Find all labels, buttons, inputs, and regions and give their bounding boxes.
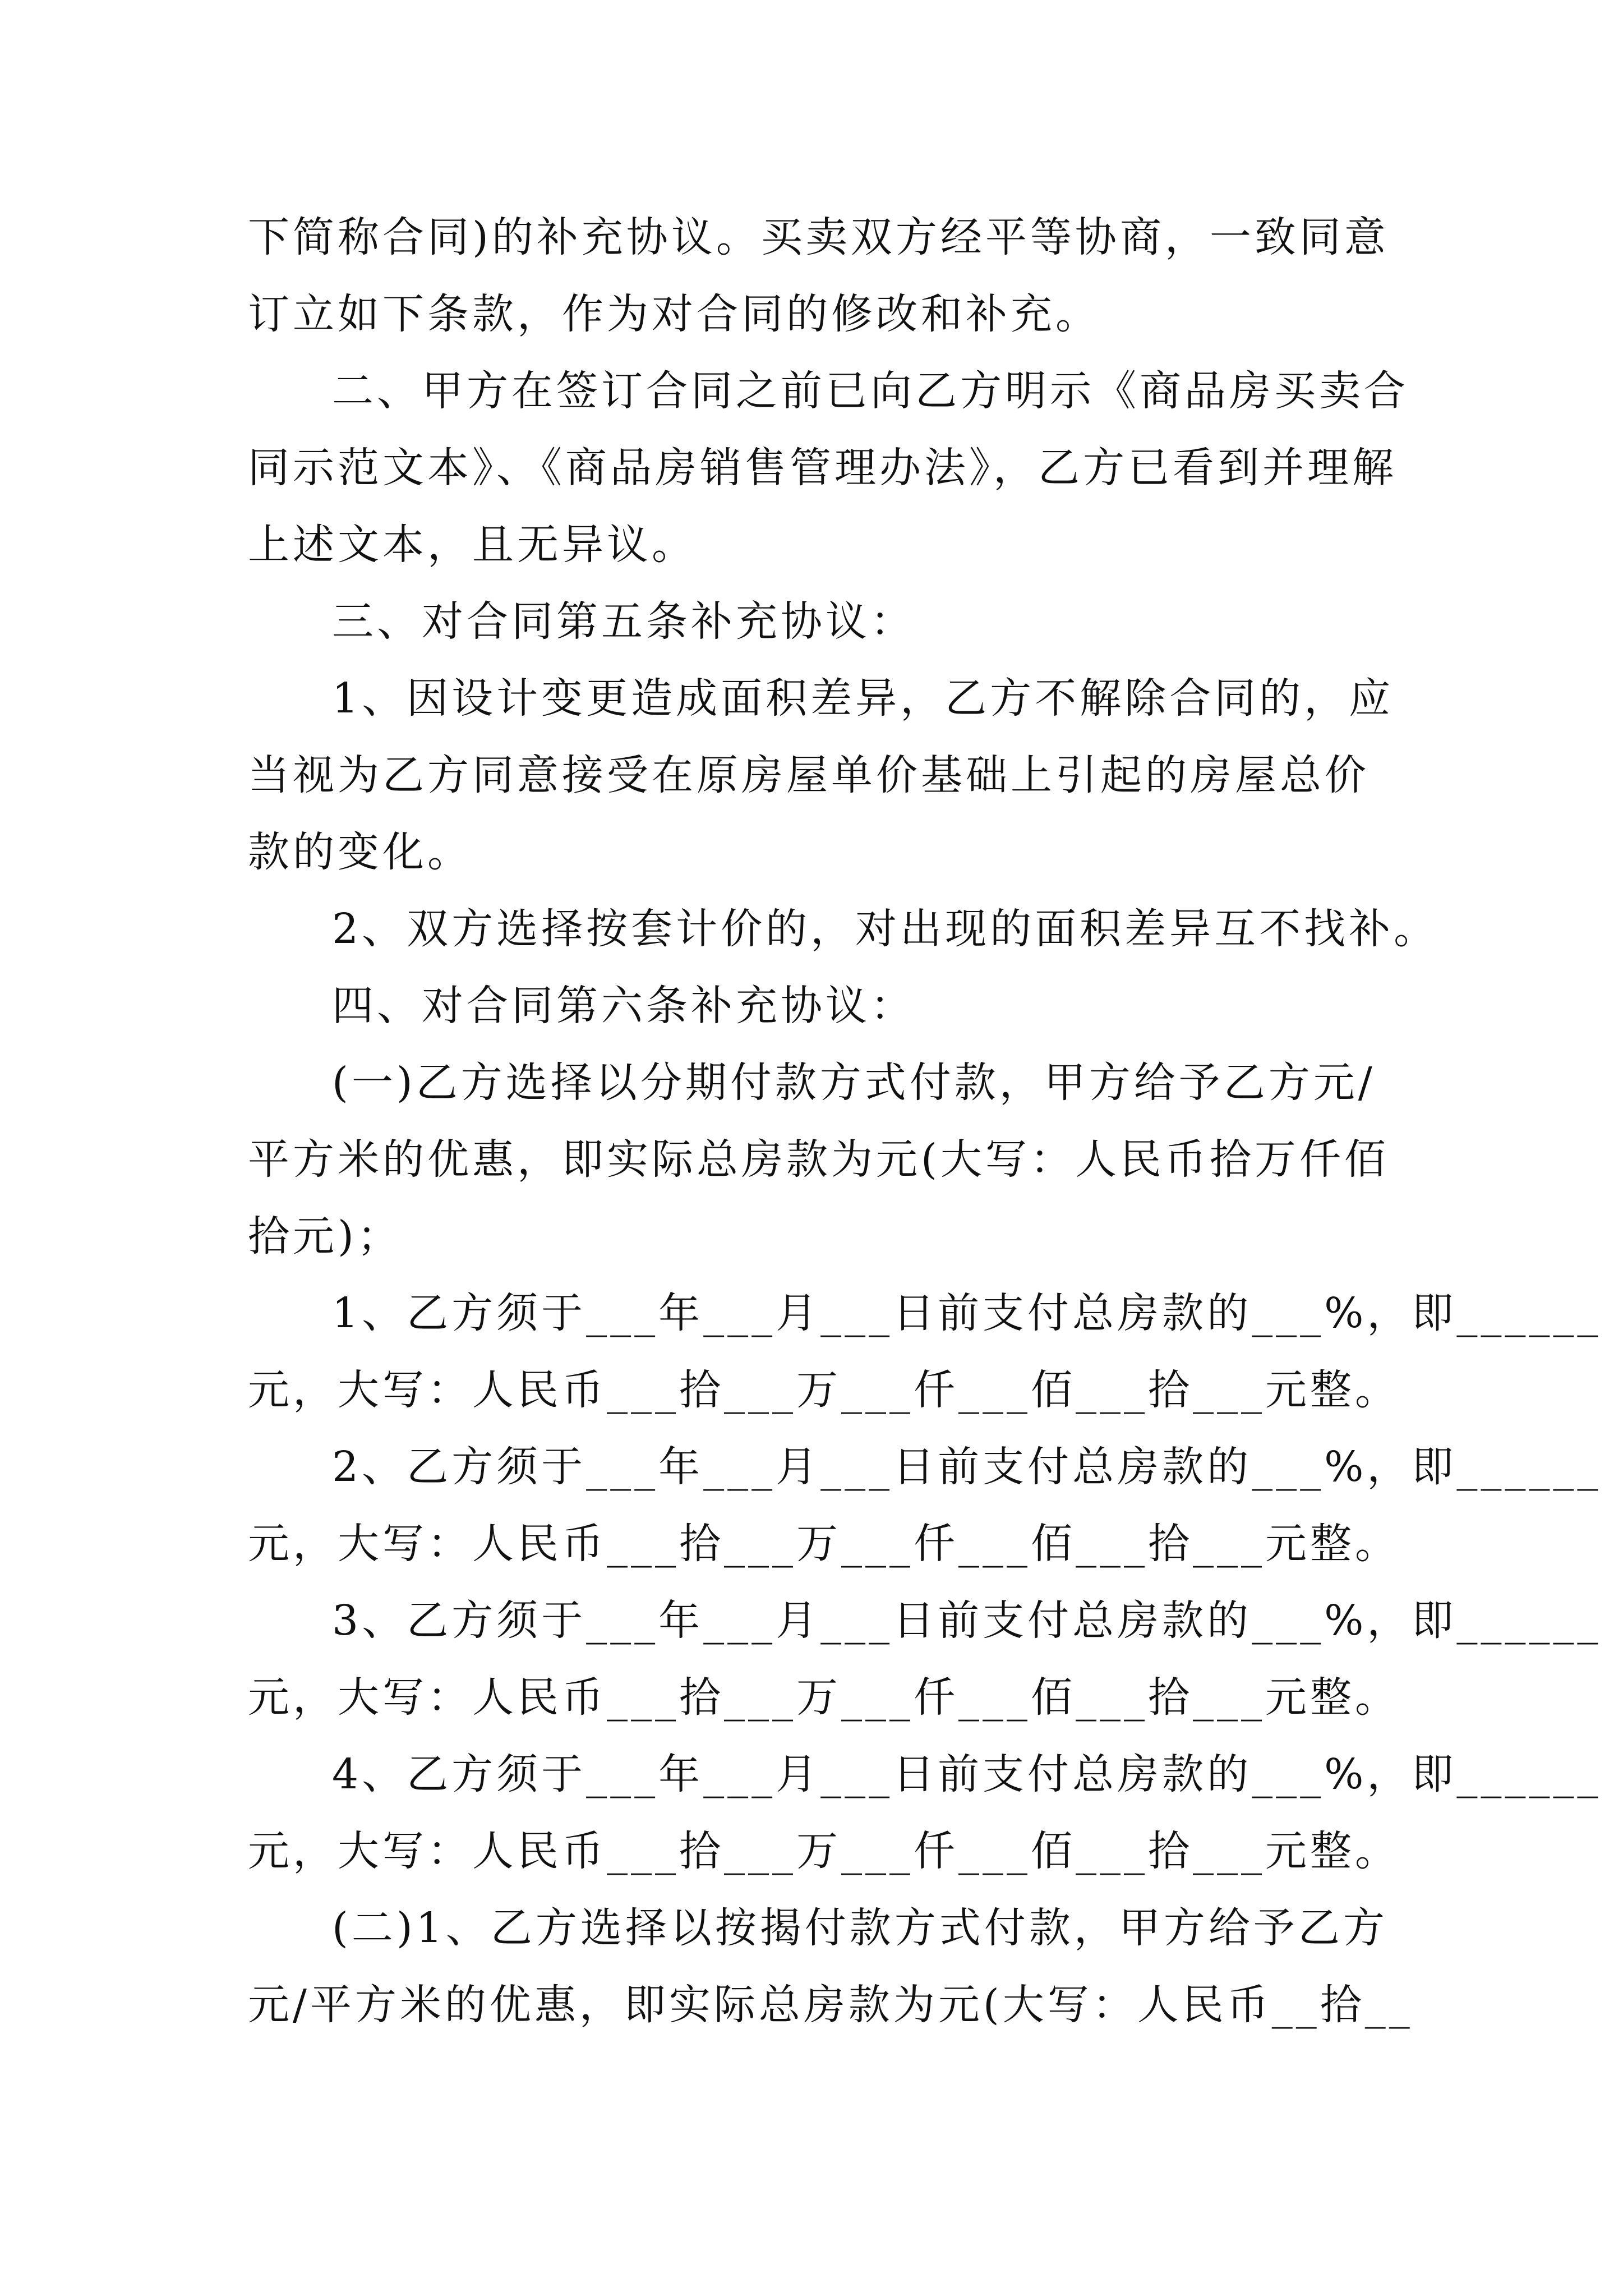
text-line: 1、因设计变更造成面积差异，乙方不解除合同的，应 <box>332 674 1394 723</box>
text-line: 款的变化。 <box>248 828 472 876</box>
text-line: 上述文本，且无异议。 <box>248 521 697 569</box>
text-line: (二)1、乙方选择以按揭付款方式付款，甲方给予乙方 <box>332 1904 1388 1952</box>
text-line: 元，大写：人民币___拾___万___仟___佰___拾___元整。 <box>248 1366 1400 1414</box>
text-line: 4、乙方须于___年___月___日前支付总房款的___%，即______ <box>332 1750 1602 1798</box>
document-body <box>248 199 1602 2044</box>
text-line: 订立如下条款，作为对合同的修改和补充。 <box>248 290 1100 338</box>
text-line: 元，大写：人民币___拾___万___仟___佰___拾___元整。 <box>248 1827 1400 1875</box>
text-line: 3、乙方须于___年___月___日前支付总房款的___%，即______ <box>332 1596 1602 1645</box>
text-line: 二、甲方在签订合同之前已向乙方明示《商品房买卖合 <box>332 367 1409 415</box>
text-line: 四、对合同第六条补充协议： <box>332 982 915 1030</box>
text-line: 2、双方选择按套计价的，对出现的面积差异互不找补。 <box>332 905 1439 953</box>
text-line: 1、乙方须于___年___月___日前支付总房款的___%，即______ <box>332 1289 1602 1337</box>
text-line: 拾元)； <box>248 1212 402 1260</box>
text-line: 2、乙方须于___年___月___日前支付总房款的___%，即______ <box>332 1443 1602 1491</box>
text-line: 同示范文本》、《商品房销售管理办法》，乙方已看到并理解 <box>248 444 1397 492</box>
text-line: 下简称合同)的补充协议。买卖双方经平等协商，一致同意 <box>248 213 1389 261</box>
text-line: 元，大写：人民币___拾___万___仟___佰___拾___元整。 <box>248 1520 1400 1568</box>
text-line: 平方米的优惠，即实际总房款为元(大写：人民币拾万仟佰 <box>248 1135 1389 1184</box>
text-line: 元/平方米的优惠，即实际总房款为元(大写：人民币__拾__ <box>248 1981 1413 2029</box>
text-line: 当视为乙方同意接受在原房屋单价基础上引起的房屋总价 <box>248 751 1370 799</box>
text-line: 三、对合同第五条补充协议： <box>332 597 915 646</box>
text-line: 元，大写：人民币___拾___万___仟___佰___拾___元整。 <box>248 1673 1400 1722</box>
text-line: (一)乙方选择以分期付款方式付款，甲方给予乙方元/ <box>332 1059 1376 1107</box>
